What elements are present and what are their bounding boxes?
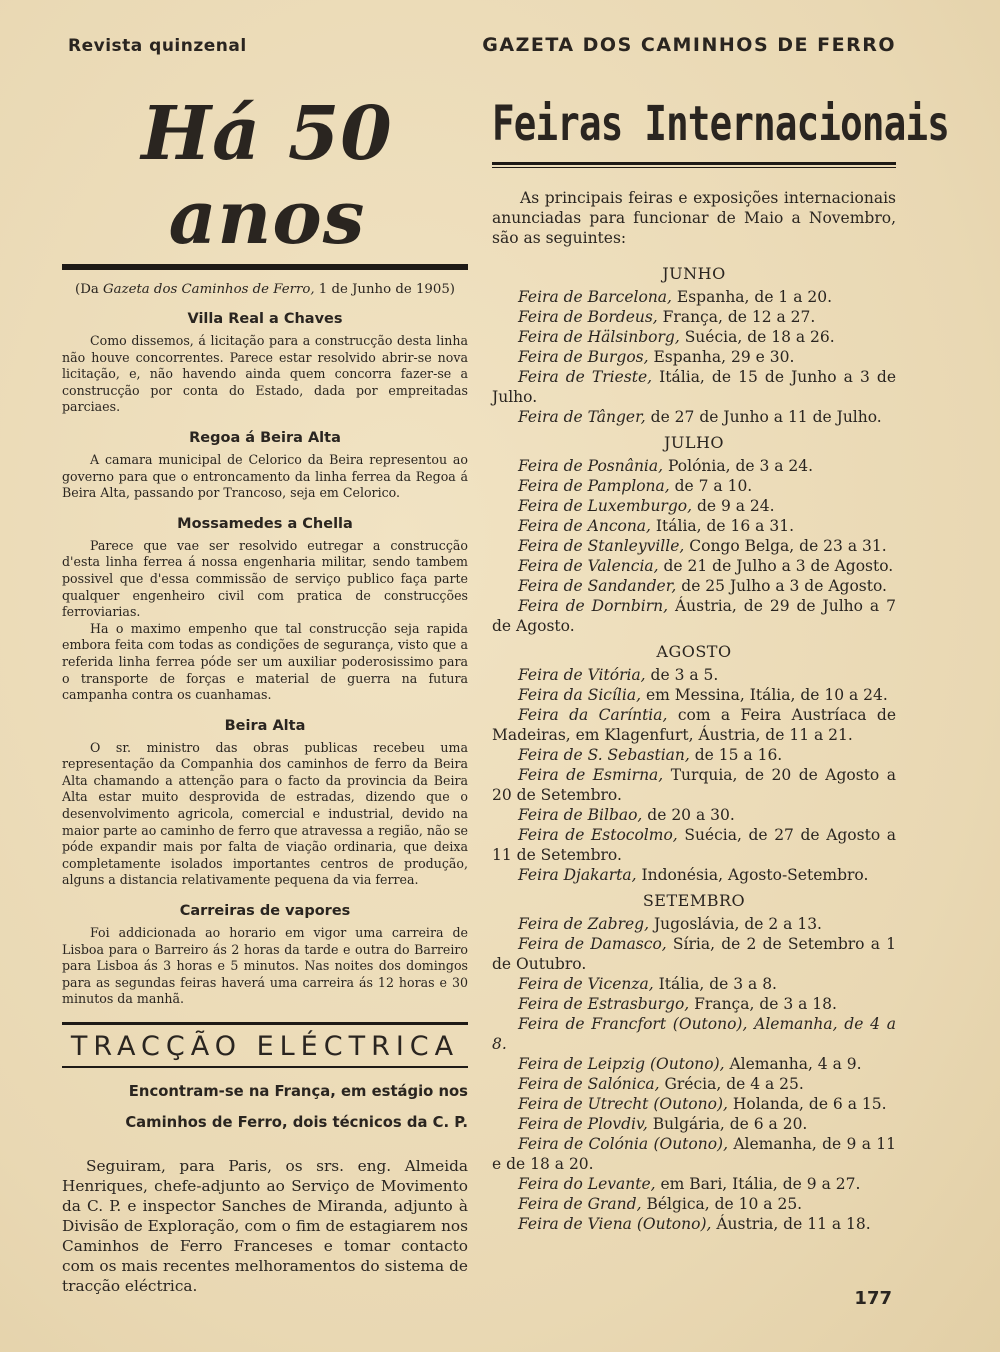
fair-name: Feira de Barcelona, [518, 287, 672, 306]
fair-name: Feira de Esmirna, [518, 765, 664, 784]
traccao-title: TRACÇÃO ELÉCTRICA [70, 1031, 460, 1062]
fair-name: Feira do Levante, [518, 1174, 656, 1193]
fair-name: Feira de Bilbao, [518, 805, 643, 824]
fair-details: França, de 3 a 18. [689, 994, 837, 1013]
fair-entry [492, 934, 896, 974]
fair-details: de 3 a 5. [645, 665, 719, 684]
fair-name: Feira de Posnânia, [518, 456, 664, 475]
fair-details: Congo Belga, de 23 a 31. [684, 536, 887, 555]
fair-details: Áustria, de 11 a 18. [711, 1214, 871, 1233]
fair-name: Feira de Luxemburgo, [518, 496, 693, 515]
traccao-subheading-2: Caminhos de Ferro, dois técnicos da C. P. [125, 1114, 468, 1131]
section-heading: Mossamedes a Chella [177, 515, 353, 532]
fair-name: Feira de Utrecht (Outono), [518, 1094, 728, 1113]
fair-entry [492, 994, 896, 1014]
fair-entry [492, 407, 896, 427]
header-periodicity: Revista quinzenal [68, 36, 247, 56]
fair-details: de 27 de Junho a 11 de Julho. [645, 407, 882, 426]
fair-name: Feira de Ancona, [518, 516, 651, 535]
source-prefix: (Da [75, 282, 104, 297]
fair-details: com a Feira Austríaca de Madeiras, em Klagenfurt, Áustria, de 11 a 21. [492, 705, 896, 744]
fair-details: Suécia, de 18 a 26. [679, 327, 835, 346]
fair-entry [492, 765, 896, 805]
fair-entry [492, 596, 896, 636]
fair-name: Feira de Bordeus, [518, 307, 658, 326]
section-beira-alta [62, 718, 468, 889]
ha-50-anos-title: Há 50 anos [141, 91, 393, 261]
fair-details: Jugoslávia, de 2 a 13. [649, 914, 822, 933]
fair-details: Bulgária, de 6 a 20. [647, 1114, 808, 1133]
fair-entry [492, 805, 896, 825]
fair-name: Feira de Valencia, [518, 556, 659, 575]
source-publication: Gazeta dos Caminhos de Ferro, [103, 282, 315, 297]
fair-name: Feira de Zabreg, [518, 914, 650, 933]
fair-name: Feira de Plovdiv, [518, 1114, 648, 1133]
month-heading: SETEMBRO [642, 890, 746, 910]
source-date: 1 de Junho de 1905) [314, 282, 455, 297]
section-mossamedes [62, 516, 468, 704]
fair-entry [492, 1134, 896, 1174]
section-heading: Carreiras de vapores [179, 903, 351, 920]
fair-details: Itália, de 3 a 8. [653, 974, 777, 993]
fair-details: de 25 Julho a 3 de Agosto. [676, 576, 887, 595]
traccao-subheading-1: Encontram-se na França, em estágio nos [128, 1083, 468, 1100]
month-heading: JULHO [663, 432, 725, 452]
fair-entry [492, 576, 896, 596]
section-paragraph: Foi addicionada ao horario em vigor uma carreira de Lisboa para o Barreiro ás 2 horas da tarde e outra do Barreiro para Lisboa ás 3 horas e 5 minutos. Nas noites dos domingos para as segundas feiras haverá uma carreira ás 12 horas e 30 minutos da manhã. [62, 925, 468, 1007]
fair-entry [492, 1074, 896, 1094]
fair-details: França, de 12 a 27. [657, 307, 816, 326]
fairs-list [492, 264, 896, 1234]
fair-name: Feira de Francfort (Outono), Alemanha, de 4 a 8. [492, 1014, 896, 1053]
fair-entry [492, 745, 896, 765]
fair-name: Feira de Tânger, [518, 407, 646, 426]
right-column [492, 92, 949, 1234]
source-note [62, 282, 468, 297]
fair-name: Feira de Grand, [518, 1194, 642, 1213]
fair-details: Itália, de 15 de Junho a 3 de Julho. [492, 367, 896, 406]
traccao-top-rule [62, 1022, 468, 1025]
fair-name: Feira de Colónia (Outono), [518, 1134, 729, 1153]
fair-details: Holanda, de 6 a 15. [727, 1094, 887, 1113]
fair-name: Feira de Dornbirn, [518, 596, 669, 615]
fair-entry [492, 685, 896, 705]
fair-details: de 20 a 30. [642, 805, 735, 824]
feiras-rule [492, 162, 896, 168]
title-rule [62, 264, 468, 270]
section-paragraph: A camara municipal de Celorico da Beira representou ao governo para que o entroncamento da linha ferrea da Regoa á Beira Alta, passando por Trancoso, seja em Celorico. [62, 451, 468, 501]
fair-entry [492, 1014, 896, 1054]
fair-name: Feira de Trieste, [518, 367, 653, 386]
fair-details: Áustria, de 29 de Julho a 7 de Agosto. [492, 596, 896, 635]
page-number: 177 [854, 1288, 892, 1309]
fair-name: Feira de Vitória, [518, 665, 646, 684]
fair-name: Feira de Estocolmo, [518, 825, 678, 844]
fair-entry [492, 865, 896, 885]
fair-entry [492, 476, 896, 496]
fair-details: Turquia, de 20 de Agosto a 20 de Setembro. [492, 765, 896, 804]
fair-details: Bélgica, de 10 a 25. [641, 1194, 803, 1213]
fair-name: Feira de Salónica, [518, 1074, 660, 1093]
left-column [62, 92, 468, 1311]
fair-entry [492, 496, 896, 516]
section-paragraph: O sr. ministro das obras publicas recebeu uma representação da Companhia dos caminhos de ferro da Beira Alta chamando a attenção para o facto da provincia da Beira Alta estar muito desprovida de estradas, dizendo que o desenvolvimento agricola, comercial e industrial, devido na maior parte ao caminho de ferro que atravessa a região, não se póde expandir mais por falta de viação ordinaria, que deixa completamente isolados importantes centros de produção, alguns a distancia relativamente pequena da via ferrea. [62, 739, 468, 888]
section-paragraph: Ha o maximo empenho que tal construcção seja rapida embora feita com todas as condições de segurança, visto que a referida linha ferrea póde ser um auxiliar poderosissimo para o transporte de forças e material de guerra na futura campanha contra os cuanhamas. [62, 620, 468, 703]
fair-name: Feira de Sandander, [518, 576, 677, 595]
section-paragraph: Parece que vae ser resolvido eutregar a construcção d'esta linha ferrea á nossa engenharia militar, sendo tambem possivel que d'essa commissão de serviço publico faça parte qualquer engenheiro civil com pratica de construcções ferroviarias. [62, 537, 468, 620]
fair-details: de 7 a 10. [669, 476, 753, 495]
fair-entry [492, 1214, 896, 1234]
fair-name: Feira Djakarta, [518, 865, 637, 884]
fair-details: Indonésia, Agosto-Setembro. [636, 865, 869, 884]
fair-entry [492, 705, 896, 745]
fair-entry [492, 1054, 896, 1074]
section-villa-real [62, 311, 468, 416]
fair-details: em Bari, Itália, de 9 a 27. [655, 1174, 861, 1193]
fair-entry [492, 825, 896, 865]
fair-details: Síria, de 2 de Setembro a 1 de Outubro. [492, 934, 897, 973]
month-heading: AGOSTO [656, 641, 732, 661]
fair-details: Polónia, de 3 a 24. [663, 456, 814, 475]
fair-entry [492, 1174, 896, 1194]
fair-name: Feira de Vicenza, [518, 974, 654, 993]
fair-details: de 9 a 24. [692, 496, 775, 515]
fair-name: Feira de Leipzig (Outono), [518, 1054, 725, 1073]
feiras-intro: As principais feiras e exposições internacionais anunciadas para funcionar de Maio a Novembro, são as seguintes: [492, 189, 896, 247]
fair-details: Espanha, de 1 a 20. [671, 287, 833, 306]
section-heading: Villa Real a Chaves [187, 311, 343, 327]
fair-name: Feira de S. Sebastian, [518, 745, 690, 764]
fair-entry [492, 536, 896, 556]
fair-details: Grécia, de 4 a 25. [659, 1074, 804, 1093]
fair-entry [492, 367, 896, 407]
month-heading: JUNHO [662, 263, 726, 283]
fair-name: Feira de Viena (Outono), [518, 1214, 712, 1233]
fair-details: de 21 de Julho a 3 de Agosto. [658, 556, 894, 575]
fair-name: Feira de Burgos, [518, 347, 649, 366]
feiras-title: Feiras Internacionais [492, 96, 949, 152]
fair-entry [492, 347, 896, 367]
fair-entry [492, 516, 896, 536]
fair-details: Suécia, de 27 de Agosto a 11 de Setembro. [492, 825, 896, 864]
traccao-paragraph: Seguiram, para Paris, os srs. eng. Almeida Henriques, chefe-adjunto ao Serviço de Movimento da C. P. e inspector Sanches de Miranda, adjunto à Divisão de Exploração, com o fim de estagiarem nos Caminhos de Ferro Franceses e tomar contacto com os mais recentes melhoramentos do sistema de tracção eléctrica. [62, 1157, 468, 1295]
fair-entry [492, 456, 896, 476]
fair-name: Feira da Caríntia, [518, 705, 668, 724]
fair-entry [492, 287, 896, 307]
fair-details: Alemanha, de 9 a 11 e de 18 a 20. [492, 1134, 897, 1173]
fair-details: Espanha, 29 e 30. [648, 347, 795, 366]
fair-details: Alemanha, 4 a 9. [724, 1054, 862, 1073]
fair-name: Feira de Estrasburgo, [518, 994, 690, 1013]
section-carreiras [62, 903, 468, 1008]
fair-entry [492, 1114, 896, 1134]
fair-name: Feira de Damasco, [518, 934, 667, 953]
fair-entry [492, 974, 896, 994]
fair-details: em Messina, Itália, de 10 a 24. [641, 685, 888, 704]
fair-entry [492, 556, 896, 576]
fair-name: Feira de Pamplona, [518, 476, 670, 495]
traccao-bottom-rule [62, 1066, 468, 1068]
fair-details: Itália, de 16 a 31. [650, 516, 795, 535]
fair-name: Feira de Stanleyville, [518, 536, 685, 555]
header-publication-title: GAZETA DOS CAMINHOS DE FERRO [482, 34, 896, 56]
section-heading: Regoa á Beira Alta [189, 429, 341, 446]
fair-entry [492, 307, 896, 327]
section-regoa [62, 430, 468, 502]
fair-name: Feira de Hälsinborg, [518, 327, 680, 346]
section-paragraph: Como dissemos, á licitação para a construcção desta linha não houve concorrentes. Parece estar resolvido abrir-se nova licitação, e, não havendo ainda quem concorra fazer-se a construcção por conta do Estado, dada por empreitadas parciaes. [62, 333, 468, 415]
fair-entry [492, 1094, 896, 1114]
fair-entry [492, 327, 896, 347]
fair-entry [492, 914, 896, 934]
fair-name: Feira da Sicília, [518, 685, 642, 704]
section-heading: Beira Alta [224, 717, 306, 734]
fair-entry [492, 1194, 896, 1214]
fair-details: de 15 a 16. [689, 745, 783, 764]
fair-entry [492, 665, 896, 685]
